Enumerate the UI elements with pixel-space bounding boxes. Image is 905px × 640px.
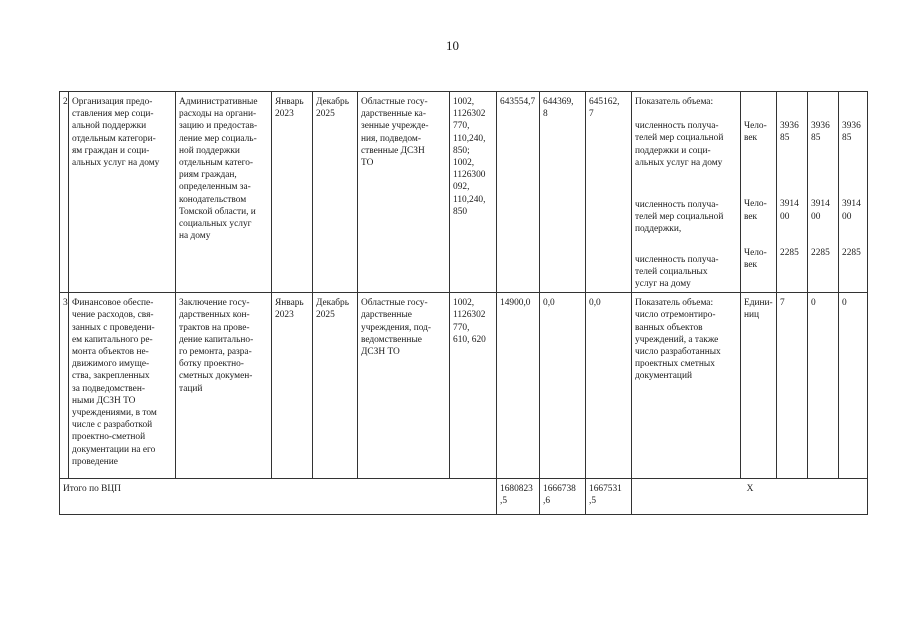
indicator-unit: Чело- век [744,199,767,222]
indicator-cell [632,92,741,293]
row-number: 2 [60,92,69,293]
activity-name: Организация предо- ставления мер соци- альной поддержки отдельным категори- ям граждан и соци- альных услуг на дому [69,92,176,293]
indicator-value: 2285 [780,247,799,258]
row-number: 3 [60,293,69,479]
amount-2024: 0,0 [540,293,586,479]
activity-description: Заключение госу- дарственных кон- трактов на прове- дение капитально- го ремонта, разра- ботку проектно- сметных докумен- таций [176,293,272,479]
indicator-name: численность получа- телей мер социальной поддержки, [635,200,724,235]
amount-2025: 645162, 7 [586,92,632,293]
end-date: Декабрь 2025 [313,92,358,293]
indicator-unit: Чело- век [744,121,767,144]
total-2024: 1666738 ,6 [540,479,586,515]
end-date: Декабрь 2025 [313,293,358,479]
unit-cell [741,92,777,293]
indicator-value: 3936 85 [780,121,799,144]
total-2025: 1667531 ,5 [586,479,632,515]
table-row [60,293,868,479]
amount-2025: 0,0 [586,293,632,479]
budget-code: 1002, 1126302 770, 110,240, 850; 1002, 1126300 092, 110,240, 850 [450,92,497,293]
indicator-value: 0 [808,293,839,479]
start-date: Январь 2023 [272,293,313,479]
program-table [59,91,868,515]
indicator-name: численность получа- телей мер социальной поддержки и соци- альных услуг на дому [635,121,724,168]
indicator-value: 3936 85 [842,121,861,144]
indicator-value: 3936 85 [811,121,830,144]
executor: Областные госу- дарственные учреждения, под- ведомственные ДСЗН ТО [358,293,450,479]
indicator-value: 3914 00 [842,199,861,222]
table-row [60,92,868,293]
indicator-value: 3914 00 [811,199,830,222]
indicator-value: 2285 [842,247,861,258]
total-2023: 1680823 ,5 [497,479,540,515]
indicator-value: 2285 [811,247,830,258]
budget-code: 1002, 1126302 770, 610, 620 [450,293,497,479]
indicator-name: численность получа- телей социальных услуг на дому [635,254,719,290]
total-mark: Х [632,479,868,515]
total-row [60,479,868,515]
activity-name: Финансовое обеспе- чение расходов, свя- занных с проведени- ем капитального ре- монта объектов не- движимого имуще- ства, закрепленных за подведомствен- ными ДСЗН ТО учреждениями, в том числе с разработкой проектно-сметной документации на его проведение [69,293,176,479]
indicator-value: 3914 00 [780,199,799,222]
indicator-unit: Чело- век [744,247,767,271]
amount-2023: 14900,0 [497,293,540,479]
indicator-value: 7 [777,293,808,479]
amount-2023: 643554,7 [497,92,540,293]
indicator-text: Показатель объема: число отремонтиро- ванных объектов учреждений, а также число разработанных проектных сметных документаций [632,293,741,479]
start-date: Январь 2023 [272,92,313,293]
value-cell [839,92,868,293]
value-cell [808,92,839,293]
page-number: 10 [446,38,459,53]
indicator-value: 0 [839,293,868,479]
amount-2024: 644369, 8 [540,92,586,293]
total-label: Итого по ВЦП [60,479,497,515]
executor: Областные госу- дарственные ка- зенные учрежде- ния, подведом- ственные ДСЗН ТО [358,92,450,293]
indicator-unit: Едини- ниц [741,293,777,479]
activity-description: Административные расходы на органи- зацию и предостав- ление мер социаль- ной поддержки отдельным катего- риям граждан, определенным за- конодательством Томской области, и социальных услуг на дому [176,92,272,293]
value-cell [777,92,808,293]
indicator-header: Показатель объема: [635,97,714,107]
